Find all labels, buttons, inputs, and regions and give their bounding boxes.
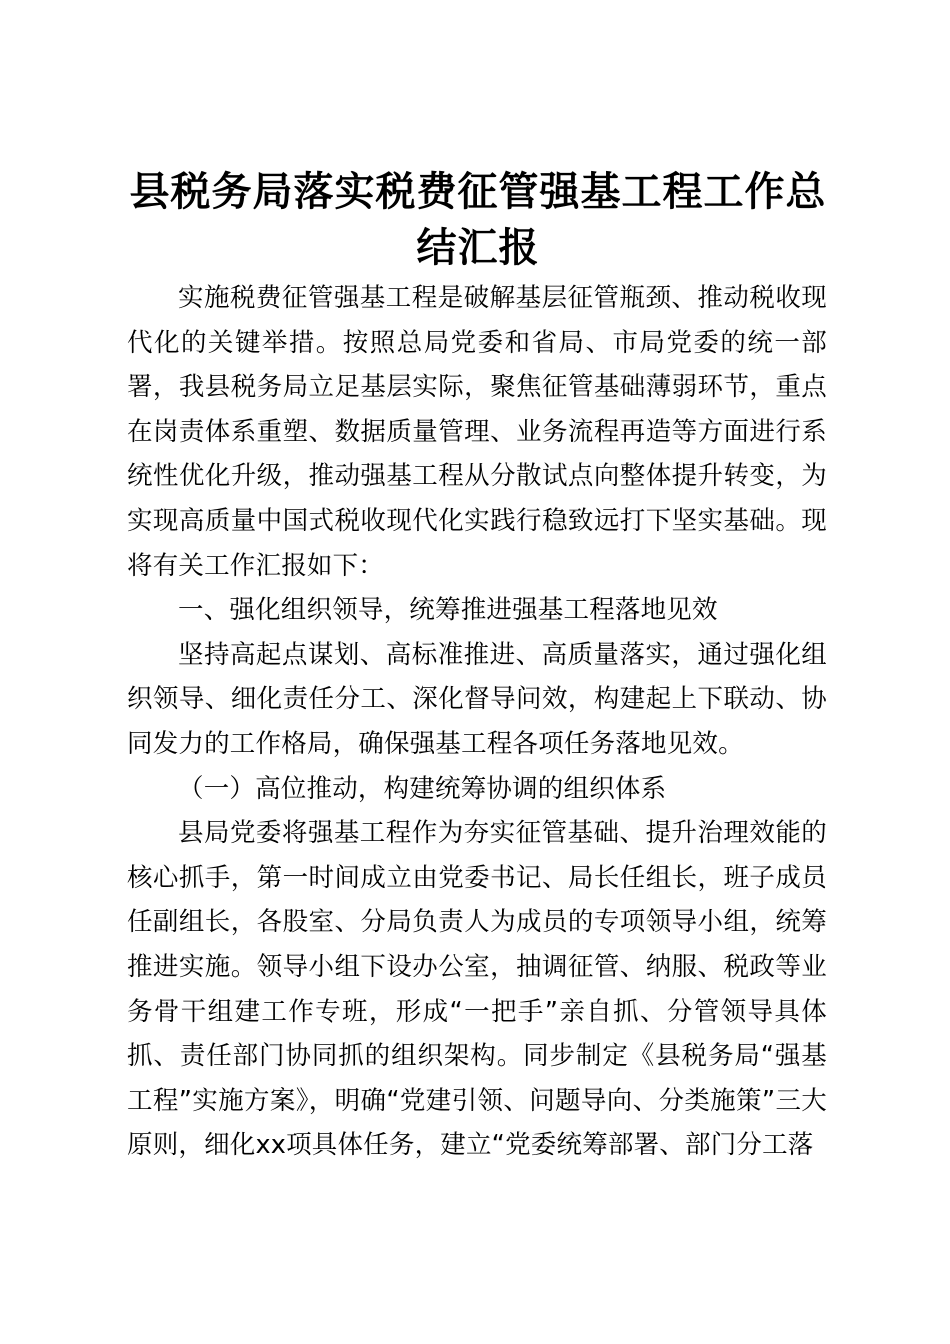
section-heading-1: 一、强化组织领导，统筹推进强基工程落地见效 [178, 595, 718, 626]
subsection-1-paragraph: 县局党委将强基工程作为夯实征管基础、提升治理效能的核心抓手，第一时间成立由党委书记、局长任组长，班子成员任副组长，各股室、分局负责人为成员的专项领导小组，统筹推进实施。领导小组下设办公室，抽调征管、纳服、税政等业务骨干组建工作专班，形成“一把手”亲自抓、分管领导具体抓、责任部门协同抓的组织架构。同步制定《县税务局“强基工程”实施方案》，明确“党建引领、问题导向、分类施策”三大原则，细化xx项具体任务，建立“党委统筹部署、部门分工落 [127, 818, 827, 1161]
subsection-heading-1: （一）高位推动，构建统筹协调的组织体系 [178, 773, 667, 804]
document-body [127, 276, 827, 1168]
section-1-paragraph: 坚持高起点谋划、高标准推进、高质量落实，通过强化组织领导、细化责任分工、深化督导问效，构建起上下联动、协同发力的工作格局，确保强基工程各项任务落地见效。 [127, 639, 827, 759]
intro-paragraph: 实施税费征管强基工程是破解基层征管瓶颈、推动税收现代化的关键举措。按照总局党委和省局、市局党委的统一部署，我县税务局立足基层实际，聚焦征管基础薄弱环节，重点在岗责体系重塑、数据质量管理、业务流程再造等方面进行系统性优化升级，推动强基工程从分散试点向整体提升转变，为实现高质量中国式税收现代化实践行稳致远打下坚实基础。现将有关工作汇报如下： [127, 283, 827, 581]
document-title: 县税务局落实税费征管强基工程工作总结汇报 [129, 169, 827, 271]
